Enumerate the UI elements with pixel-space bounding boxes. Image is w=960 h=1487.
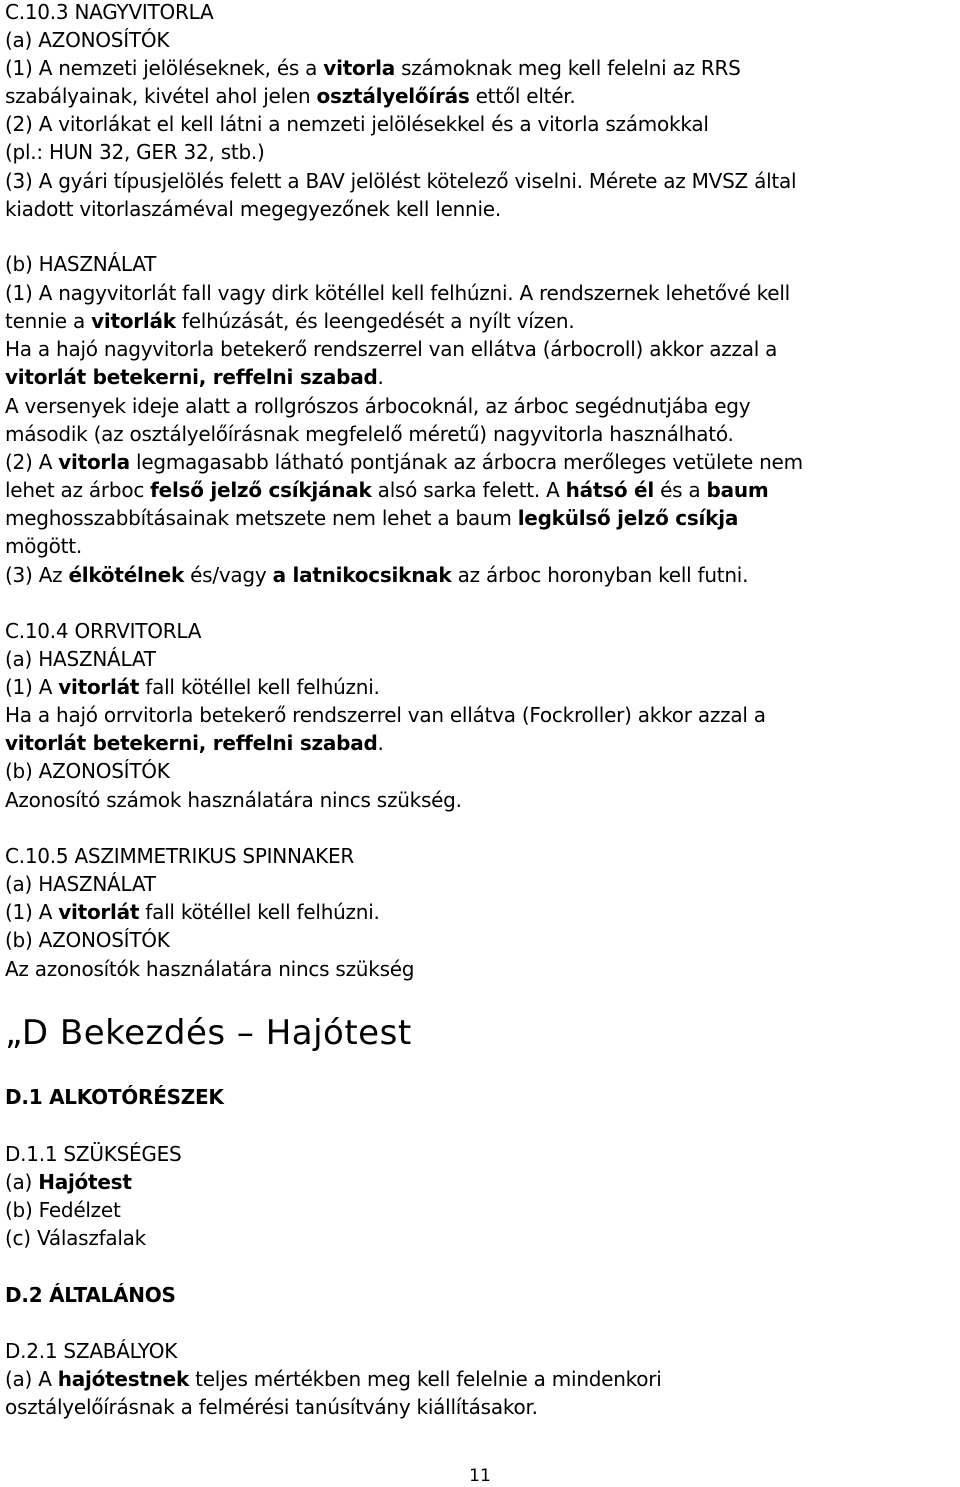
- text-span: Ha a hajó orrvitorla betekerő rendszerrel van ellátva (Fockroller) akkor azzal a: [5, 703, 766, 727]
- text-span: ettől eltér.: [469, 84, 576, 108]
- text-span: (pl.: HUN 32, GER 32, stb.): [5, 140, 265, 164]
- text-span: második (az osztályelőírásnak megfelelő méretű) nagyvitorla használható.: [5, 422, 734, 446]
- text-line: [5, 138, 265, 166]
- text-span: (b) AZONOSÍTÓK: [5, 759, 170, 783]
- text-line: [5, 110, 709, 138]
- bold-term: vitorla: [323, 56, 395, 80]
- text-line: [5, 1168, 132, 1196]
- text-span: (3) A gyári típusjelölés felett a BAV jelölést kötelező viselni. Mérete az MVSZ által: [5, 169, 797, 193]
- text-line: [5, 0, 213, 26]
- text-span: számoknak meg kell felelni az RRS: [394, 56, 741, 80]
- bold-term: hajótestnek: [57, 1367, 190, 1391]
- text-line: [5, 561, 748, 589]
- bold-term: vitorlát: [58, 675, 140, 699]
- text-line: [5, 420, 734, 448]
- text-span: (3) Az: [5, 563, 69, 587]
- text-span: Az azonosítók használatára nincs szükség: [5, 957, 415, 981]
- bold-term: vitorlát: [58, 900, 140, 924]
- bold-term: baum: [706, 478, 769, 502]
- text-span: A versenyek ideje alatt a rollgrószos árbocoknál, az árboc segédnutjába egy: [5, 394, 751, 418]
- text-span: fall kötéllel kell felhúzni.: [139, 675, 380, 699]
- text-span: lehet az árboc: [5, 478, 151, 502]
- text-span: .: [377, 365, 384, 389]
- text-span: az árboc horonyban kell futni.: [451, 563, 749, 587]
- text-line: [5, 757, 170, 785]
- text-line: [5, 476, 768, 504]
- text-line: [5, 870, 156, 898]
- text-line: [5, 504, 738, 532]
- text-line: [5, 250, 156, 278]
- text-line: [5, 926, 170, 954]
- text-span: szabályainak, kivétel ahol jelen: [5, 84, 317, 108]
- bold-term: vitorla: [58, 450, 130, 474]
- text-span: (1) A: [5, 900, 59, 924]
- bold-term: legkülső jelző csíkja: [517, 506, 739, 530]
- text-span: (2) A vitorlákat el kell látni a nemzeti jelölésekkel és a vitorla számokkal: [5, 112, 709, 136]
- text-span: (1) A nagyvitorlát fall vagy dirk kötéllel kell felhúzni. A rendszernek lehetővé kell: [5, 281, 790, 305]
- text-line: [5, 786, 462, 814]
- text-span: (b) Fedélzet: [5, 1198, 121, 1222]
- text-span: D.2.1 SZABÁLYOK: [5, 1339, 178, 1363]
- text-line: [5, 1337, 177, 1365]
- text-span: Azonosító számok használatára nincs szükség.: [5, 788, 462, 812]
- text-span: (2) A: [5, 450, 59, 474]
- text-span: (b) AZONOSÍTÓK: [5, 928, 170, 952]
- text-span: alsó sarka felett. A: [371, 478, 566, 502]
- text-span: C.10.4 ORRVITORLA: [5, 619, 202, 643]
- text-span: (a): [5, 1170, 39, 1194]
- text-line: [5, 955, 414, 983]
- text-span: C.10.3 NAGYVITORLA: [5, 0, 214, 24]
- text-line: [5, 729, 384, 757]
- bold-term: a latnikocsiknak: [272, 563, 452, 587]
- text-span: (a) A: [5, 1367, 58, 1391]
- text-line: [5, 335, 777, 363]
- text-line: [5, 1224, 146, 1252]
- text-span: (a) HASZNÁLAT: [5, 872, 156, 896]
- text-span: teljes mértékben meg kell felelnie a mindenkori: [189, 1367, 662, 1391]
- text-span: (b) HASZNÁLAT: [5, 252, 157, 276]
- text-line: [5, 1365, 662, 1393]
- text-line: [5, 167, 796, 195]
- bold-term: D.2 ÁLTALÁNOS: [5, 1283, 176, 1307]
- text-line: [5, 1083, 224, 1111]
- text-line: [5, 1393, 538, 1421]
- text-span: .: [377, 731, 384, 755]
- text-span: tennie a: [5, 309, 92, 333]
- text-span: és a: [653, 478, 707, 502]
- text-span: C.10.5 ASZIMMETRIKUS SPINNAKER: [5, 844, 355, 868]
- bold-term: hátsó él: [565, 478, 654, 502]
- text-span: mögött.: [5, 534, 82, 558]
- text-line: [5, 448, 803, 476]
- text-span: D.1.1 SZÜKSÉGES: [5, 1142, 182, 1166]
- text-span: meghosszabbításainak metszete nem lehet a baum: [5, 506, 518, 530]
- text-line: [5, 1281, 176, 1309]
- text-span: osztályelőírásnak a felmérési tanúsítvány kiállításakor.: [5, 1395, 538, 1419]
- text-span: legmagasabb látható pontjának az árbocra merőleges vetülete nem: [129, 450, 803, 474]
- text-span: és/vagy: [184, 563, 273, 587]
- text-span: felhúzását, és leengedését a nyílt vízen.: [175, 309, 575, 333]
- bold-term: élkötélnek: [68, 563, 184, 587]
- text-line: [5, 307, 574, 335]
- bold-term: osztályelőírás: [316, 84, 470, 108]
- text-span: (a) HASZNÁLAT: [5, 647, 156, 671]
- bold-term: D.1 ALKOTÓRÉSZEK: [5, 1085, 224, 1109]
- text-line: [5, 82, 576, 110]
- text-line: [5, 673, 380, 701]
- text-line: [5, 26, 169, 54]
- text-line: [5, 195, 501, 223]
- text-line: [5, 54, 741, 82]
- page-number: 11: [469, 1466, 491, 1486]
- text-span: Ha a hajó nagyvitorla betekerő rendszerrel van ellátva (árbocroll) akkor azzal a: [5, 337, 778, 361]
- bold-term: vitorlát betekerni, reffelni szabad: [5, 365, 378, 389]
- text-span: fall kötéllel kell felhúzni.: [139, 900, 380, 924]
- bold-term: Hajótest: [38, 1170, 132, 1194]
- text-line: [5, 701, 766, 729]
- text-line: [5, 898, 380, 926]
- text-span: (1) A nemzeti jelöléseknek, és a: [5, 56, 324, 80]
- text-line: [5, 645, 156, 673]
- text-line: [5, 617, 201, 645]
- text-line: [5, 392, 750, 420]
- text-span: kiadott vitorlaszáméval megegyezőnek kell lennie.: [5, 197, 501, 221]
- text-span: (1) A: [5, 675, 59, 699]
- bold-term: vitorlát betekerni, reffelni szabad: [5, 731, 378, 755]
- text-line: [5, 1196, 121, 1224]
- text-span: (c) Válaszfalak: [5, 1226, 147, 1250]
- bold-term: vitorlák: [91, 309, 176, 333]
- text-line: [5, 532, 82, 560]
- text-line: [5, 279, 790, 307]
- bold-term: felső jelző csíkjának: [150, 478, 372, 502]
- text-line: [5, 842, 354, 870]
- chapter-heading: „D Bekezdés – Hajótest: [5, 1013, 412, 1053]
- text-line: [5, 1140, 181, 1168]
- text-line: [5, 363, 384, 391]
- text-span: (a) AZONOSÍTÓK: [5, 28, 170, 52]
